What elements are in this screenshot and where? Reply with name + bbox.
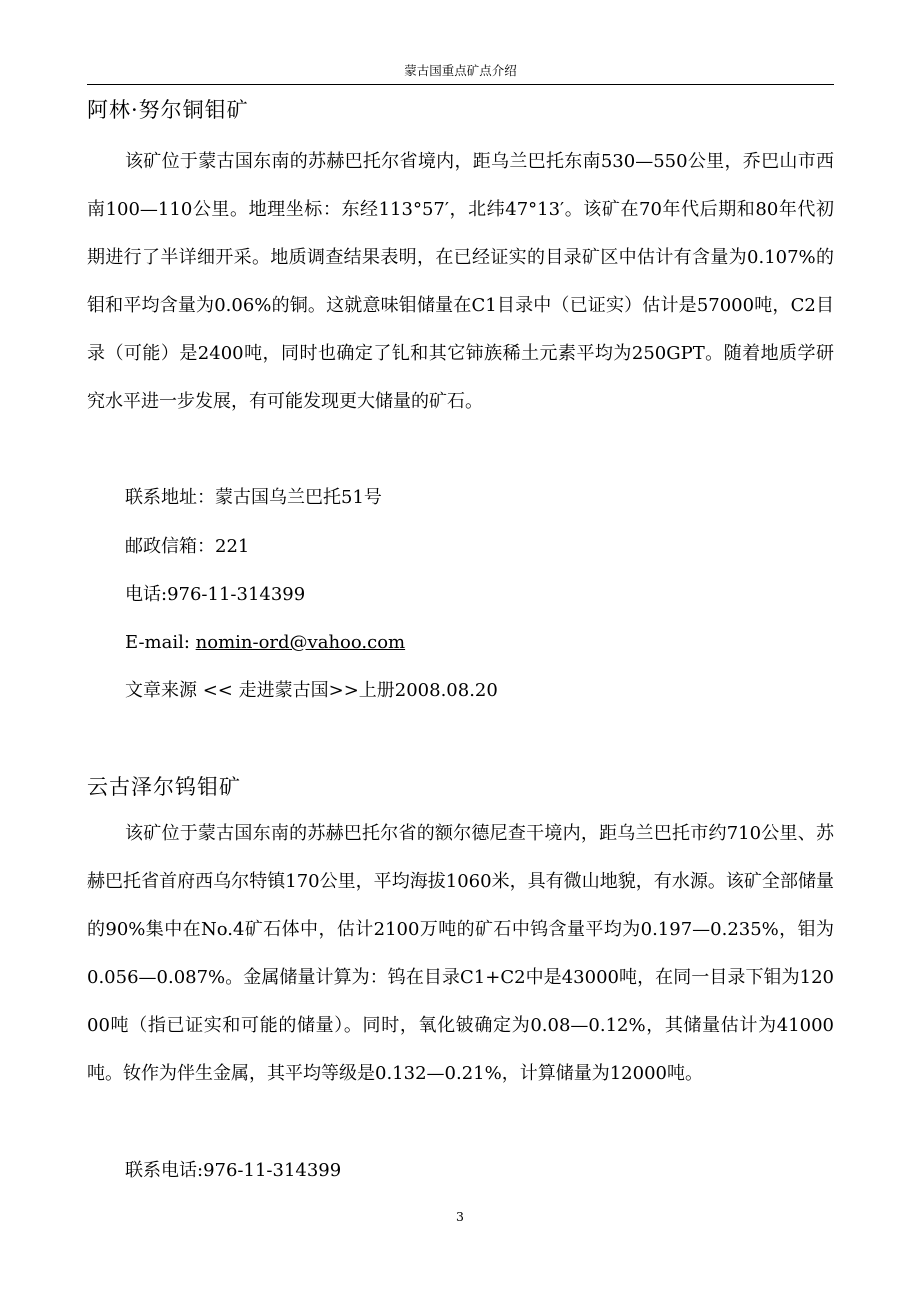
section-title-yungu-zeer: 云古泽尔钨钼矿 xyxy=(87,775,241,799)
contact-email xyxy=(125,630,405,656)
page-number: 3 xyxy=(456,1209,464,1224)
section-body-yungu-zeer: 该矿位于蒙古国东南的苏赫巴托尔省的额尔德尼查干境内，距乌兰巴托市约710公里、苏赫巴托省首府西乌尔特镇170公里，平均海拔1060米，具有微山地貌，有水源。该矿全部储量的90%集中在No.4矿石体中，估计2100万吨的矿石中钨含量平均为0.197—0.235%，钼为0.056—0.087%。金属储量计算为：钨在目录C1+C2中是43000吨，在同一目录下钼为12000吨（指已证实和可能的储量）。同时，氧化铍确定为0.08—0.12%，其储量估计为41000吨。钕作为伴生金属，其平均等级是0.132—0.21%，计算储量为12000吨。 xyxy=(87,823,834,1084)
article-source: 文章来源 << 走进蒙古国>>上册2008.08.20 xyxy=(125,680,498,701)
running-header: 蒙古国重点矿点介绍 xyxy=(404,63,517,78)
email-label: E-mail: xyxy=(125,632,196,653)
contact-phone-2: 联系电话:976-11-314399 xyxy=(125,1160,342,1181)
contact-address: 联系地址：蒙古国乌兰巴托51号 xyxy=(125,487,382,508)
header-rule xyxy=(87,84,834,85)
section-body-alin-nur: 该矿位于蒙古国东南的苏赫巴托尔省境内，距乌兰巴托东南530—550公里，乔巴山市西南100—110公里。地理坐标：东经113°57′，北纬47°13′。该矿在70年代后期和80年代初期进行了半详细开采。地质调查结果表明，在已经证实的目录矿区中估计有含量为0.107%的钼和平均含量为0.06%的铜。这就意味钼储量在C1目录中（已证实）估计是57000吨，C2目录（可能）是2400吨，同时也确定了钆和其它铈族稀土元素平均为250GPT。随着地质学研究水平进一步发展，有可能发现更大储量的矿石。 xyxy=(87,151,834,412)
section-title-alin-nur: 阿林·努尔铜钼矿 xyxy=(87,98,249,122)
email-link[interactable]: nomin-ord@vahoo.com xyxy=(195,632,406,653)
contact-postbox: 邮政信箱：221 xyxy=(125,536,250,557)
contact-phone: 电话:976-11-314399 xyxy=(125,584,306,605)
